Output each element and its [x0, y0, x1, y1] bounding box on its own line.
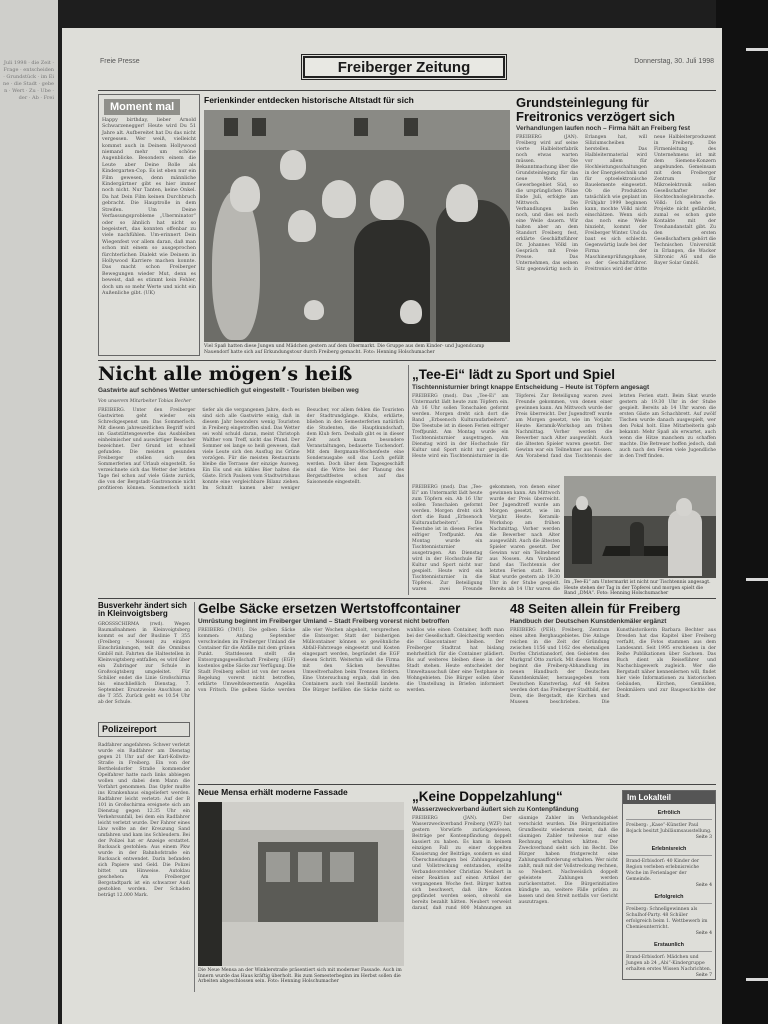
mensa-caption: Die Neue Mensa an der Winklerstraße präsentiert sich mit moderner Fassade. Auch im Innern wurde das Haus kräftig überholt. Bis zum Semesterbeginn im Herbst sollen die Arbeiten abgeschlossen sein. Foto: Henning Holschumacher: [198, 968, 402, 985]
saecke-article: [198, 602, 504, 788]
seiten48-text: FREIBERG (PEH). Freiberg, Zentrum eines alten Bergbaugebietes. Die Anlage reichen in die Zeit der Gründung zwischen 1156 und 1162 des ehemaligen Dorfes Christiansdorf, den Gebieten des Markgraf Otto zurück. Mit diesen Worten beginnt die Freiberg-Abhandlung im neuen Handbuch der Deutschen Kunstdenkmäler, herausgegeben vom Deutschen Kunstverlag. Auf 48 Seiten werden dort das Freiberger Stadtbild, der Dom, die Bergstadt, die Kirchen und Museen beschrieben. Die Kunsthistorikerin Barbara Bechter aus Dresden hat das Kapitel über Freiberg verfaßt, die Fotos stammen aus dem Landesamt. Seit 1995 erschienen in der Reihe Publikationen über Sachsen. Das Buch dient als Reiseführer und Nachschlagewerk zugleich. Wer die Bergstadt näher kennenlernen will, findet hier viele Informationen zu historischen Gebäuden, Kirchen, Gemälden, Denkmälern und zur Baugeschichte der Stadt.: [510, 627, 716, 705]
busverkehr-article: [98, 602, 190, 722]
publication-name: Freie Presse: [100, 58, 140, 65]
heiss-article: [98, 365, 404, 594]
heiss-headline: Nicht alle mögen’s heiß: [98, 363, 353, 385]
mensa-article: [198, 788, 404, 797]
moment-mal-text: Happy birthday, lieber Arnold Schwarzenegger! Heute wird Du 51 Jahre alt. Aufbereitet hat Du das nicht vergessen. Wer weiß, vielleicht kommst auch in Deinem Hollywood niemand mehr um schöne Augenblicke. Besonders einem die Leute aber Deine Rolle als Kindergarten-Cop. Es ist eben nur ein Film gewesen, denn männliche Kindergärtner gibt es hier immer noch nicht. Nur Tanten, keine Onkel. Da hat Dein Film keinen Durchbruch gebracht. Die Hauptrolle in dem Streifen. Um Deine Verfassungsprobleme „Uberminator“ oder so ähnlich hat nicht so begeistert, das konnten offenbar zu viele nachfühlen. Um-erinnert Dein Wiegenfest vor allem daran, daß man schon mit einem so ausgeprochen fürchterlichen Dialekt wie Deinem in Hollywood Karriere machen konnte. Das macht schon Freiberger Bewegungen wieder Mut, denn es beweist, daß es stimmt kein Fehler, doch um so mehr Werte und nicht ein Außenliche gibt. (UK): [102, 118, 196, 296]
crop-mark: [746, 48, 768, 51]
polizeireport-heading: Polizeireport: [98, 722, 190, 737]
freitronics-article: [516, 96, 716, 353]
lokalteil-item[interactable]: [626, 942, 712, 978]
lokalteil-item-head: Erlebnisreich: [651, 846, 687, 852]
newspaper-page: [62, 28, 722, 1024]
lokalteil-item-head: Erfrölich: [657, 810, 681, 816]
lokalteil-item-head: Erstaunlich: [654, 942, 684, 948]
teeei-headline: „Tee-Ei“ lädt zu Sport und Spiel: [412, 367, 616, 382]
polizeireport-text: Radfahrer angefahren: Schwer verletzt wurde ein Radfahrer am Dienstag gegen 21 Uhr auf der Karl-Kollwitz-Straße in Freiberg. Ein von der Berthelsdorfer Straße kommender Opelfahrer hatte nach links abbiegen wollen und dabei dem Mann die Vorfahrt genommen. Das Opfer mußte ins Krankenhaus eingeliefert werden. Radfahrer leicht verletzt: Auf der B 101 in Großschirma ereignete sich am Dienstag gegen 12.35 Uhr ein Verkehrsunfall, bei dem ein Radfahrer leicht verletzt wurde. Der Fahrer eines Lkw wollte an der Kreuzung Sand umfahren und kam ins Schleudern. Bei der Polizei hat er Anzeige erstattet. Rucksack gestohlen: Aus einem Pkw wurde in der Bahnhofstraße ein Rucksack entwendet. Darin befanden sich Papiere und Geld. Die Polizei bittet um Hinweise. Autoklau geschehen: Am Freiberger Bergstadtpark ist ein schwarzer Audi gestohlen worden. Der Schaden beträgt 12.000 Mark.: [98, 743, 190, 899]
heiss-text: FREIBERG. Unter den Freiberger Gastwirten geht wieder ein Schreckgespenst um: Das Sommerloch. Mit diesem jahreszeitlichen Begriff wird im Gaststättengewerbe das Ausbleiben einheimischer und auswärtiger Besucher bezeichnet. Der Grund ist schnell gefunden: Die meisten gesunden Freiberger stellen sich den Sommerferien auf Urlaub eingestellt. So verzeichnete sich das Wetter der letzten Tage fiel schon auf viele Gäste zurück, die von der Bergstadt-Gastronomie nicht profitieren können. Sommerloch nicht tiefer als die vergangenen Jahre, doch es sind sich alle Gastwirte einig, daß in diesem Jahr besonders wenig Touristen in Freiberg eingetroffen sind. Das Wetter sei wohl schuld daran, meint Christoph Walther vom Treff, nicht das Pfund. Der Sommer sei lange so heiß gewesen, daß viele Leute sich den Ausflug ins Grüne vorzögen. Für die meisten Restaurants bleibe die Terrasse der einzige Ausweg. Ein Eis und ein kühles Bier halten die Gäste. Erich Paulsen vom Stadtwirtshaus konnte eine vergleichbare Bilanz ziehen. Im Schnitt kamen aber weniger Besucher, vor allem fehlen die Touristen der Stadtrundgänge. Klubs, erklärte, blieben in den Semesterferien natürlich die Studenten, die Hauptkundschaft, dem Klub fern. Deshalb gibt es in dieser Zeit auch kaum besondere Veranstaltungen, bedauerte Tischendorf. Mit dem Bergmann-Wochenfeste eine Sonderausgabe soll das Loch gefüllt werden. Doch über dem Tagesgeschäft sind die Wirte bei der Planung des Bergstadtfestes schon auf das Saisonende eingestellt.: [98, 407, 404, 491]
ferienkinder-article: [204, 96, 510, 105]
crop-mark: [746, 578, 768, 581]
busverkehr-headline: Busverkehr ändert sich in Kleinvoigtsberg: [98, 601, 187, 619]
teeei-caption: Im „Tee-Ei“ am Untermarkt ist nicht nur Tischtennis angesagt. Heute stehen der Tag in der Töpferei und morgen spielt die Band „DMA“. Foto: Henning Holschumacher: [564, 580, 711, 597]
saecke-subheadline: Umrüstung beginnt im Freiberger Umland – Stadt Freiberg vorerst nicht betroffen: [198, 618, 450, 626]
busverkehr-text: GROSSSCHIRMA (rwd). Wegen Baumaßnahmen in Kleinvoigtsberg kommt es auf der Buslinie T 355 (Freiberg – Nossen) zu einigen Einschränkungen, teilt die Omnibus GmbH mit. Fahrten die Haltestellen in Kleinvoigtsberg entfallen, es wird über ein Zubringer zur Schule in Großvoigtsberg umgeleitet. Für Schüler endet die Linie Großschirma bis einschließlich Dienstag, 7. September. Ersatzweise Anschluss an die T 355. Zurück geht es 10.54 Uhr ab der Schule.: [98, 621, 190, 705]
saecke-headline: Gelbe Säcke ersetzen Wertstoffcontainer: [198, 601, 461, 616]
lokalteil-item[interactable]: [626, 846, 712, 888]
section-title: Freiberger Zeitung: [303, 56, 505, 78]
lokalteil-heading: Im Lokalteil: [623, 791, 715, 804]
seiten48-article: [510, 602, 716, 798]
moment-mal-column: [98, 94, 200, 356]
masthead-rule: [98, 90, 716, 91]
ferienkinder-headline: Ferienkinder entdecken historische Altstadt für sich: [204, 95, 414, 105]
issue-date: Donnerstag, 30. Juli 1998: [634, 58, 714, 65]
lokalteil-item-page: Seite 7: [695, 973, 712, 978]
scanner-edge: [716, 0, 768, 1024]
moment-mal-heading: Moment mal: [104, 99, 180, 115]
heiss-byline: Von unserem Mitarbeiter Tobias Becher: [98, 398, 192, 404]
crop-mark: [746, 978, 768, 981]
lokalteil-item-body: Brand-Erbisdorf: 40 Kinder der Region verleben erlebnisreiche Woche im Ferienlager der Gemeinde.: [626, 859, 700, 882]
lokalteil-item[interactable]: [626, 894, 712, 936]
teeei-text-bottom: FREIBERG (msd). Das „Tee-Ei“ am Untermarkt lädt heute zum Töpfern ein. Ab 16 Uhr sollen Tonschalen geformt werden. Morgen dreht sich dort die Band „Erbsenoch Kulturaufarbeitern“. Die Teestube ist in diesen Ferien eifriger Treffpunkt. Am Montag wurde ein Tischtennisturnier ausgetragen. Am Dienstag wird in der Hochschule für Kultur und Sport nicht nur gespielt. Heute wird ein Tischtennisturnier in die Töpferei. Zur Beteiligung waren zwei Freunde gekommen, von denen einer gewinnen kann. Am Mittwoch wurde der Preis überreicht. Der Jugendtreff wurde am Morgen gesetzt, wie im Vorjahr. Heute: Keramik-Workshop am frühen Nachmittag. Vorher werden die Bewerber nach Alter ausgewählt. Auch die ältesten Spieler waren gesetzt. Der Gewinn war ein Teilnehmer aus Nossen. Am Vorabend fand das Tischtennis der letzten Ferien statt. Beim Skat wurde gestern ab 19.30 Uhr in der Stube gespielt. Bereits ab 14 Uhr waren die: [412, 485, 560, 592]
teeei-article: [412, 368, 716, 484]
teeei-subheadline: Tischtennisturnier bringt knappe Entscheidung – Heute ist Töpfern angesagt: [412, 384, 650, 392]
heiss-subheadline: Gastwirte auf schönes Wetter unterschiedlich gut eingestellt - Touristen bleiben weg: [98, 386, 359, 394]
ferienkinder-photo: [204, 110, 510, 342]
seiten48-headline: 48 Seiten allein für Freiberg: [510, 601, 681, 616]
lokalteil-box: [622, 790, 716, 980]
teeei-text-top: FREIBERG (msd). Das „Tee-Ei“ am Untermarkt lädt heute zum Töpfern ein. Ab 16 Uhr sollen Tonschalen geformt werden. Morgen dreht sich dort die Band „Erbsenoch Kulturaufarbeitern“. Die Teestube ist in diesen Ferien eifriger Treffpunkt. Am Montag wurde ein Tischtennisturnier ausgetragen. Am Dienstag wird in der Hochschule für Kultur und Sport nicht nur gespielt. Heute wird ein Tischtennisturnier in die Töpferei. Zur Beteiligung waren zwei Freunde gekommen, von denen einer gewinnen kann. Am Mittwoch wurde der Preis überreicht. Der Jugendtreff wurde am Morgen gesetzt, wie im Vorjahr. Heute: Keramik-Workshop am frühen Nachmittag. Vorher werden die Bewerber nach Alter ausgewählt. Auch die ältesten Spieler waren gesetzt. Der Gewinn war ein Teilnehmer aus Nossen. Am Vorabend fand das Tischtennis der letzten Ferien statt. Beim Skat wurde gestern ab 19.30 Uhr in der Stube gespielt. Bereits ab 14 Uhr waren die ersten Gäste am Schachbrett. Auf zwölf Tischen wurde danach ausgespielt, wer den Pokal holt. Eine Mitarbeiterin gab bekannt: Mehr Spaß als erwartet, auch wenn die Hitze manchem zu schaffen machte. Die Betreuer hoffen jedoch, daß auch nach den Ferien viele Jugendliche in den Treff finden.: [412, 394, 716, 460]
freitronics-text: FREIBERG (JAN). Freiberg wird auf seine vierte Halbleiterfabrik noch etwas warten müssen. Die Bekanntmachung über die Grundsteinlegung für das neue Werk im Gewerbegebiet Süd, so die ursprünglichen Pläne Ende Juli, erfolgte am Mittwoch. Die Verhandlungen laufen noch, und dies sei noch eine Weile dauern. Wir halten aber an dem Standort Freiberg fest, erklärte Geschäftsführer Dr. Johannes Völkl im Gespräch mit Freie Presse. Das Unternehmen, das seinen Sitz gegenwärtig noch in Erlangen hat, will Siliziumscheiben herstellen. Das Halbleitermaterial wird vor allem für Hochleistungsschaltungen in der Energietechnik und für optoelektronische Bauelemente eingesetzt. Ob die Produktion tatsächlich wie geplant im Frühjahr 1999 beginnen kann, mochte Völkl nicht einschätzen. Wenn sich das noch eine Weile hinzieht, kommt der Freiberger Winter. Und da baut es sich schlecht. Gegenwärtig laufe bei der Firma der Maschinenprüfungsphase, so der Geschäftsführer. Freitronics wird der dritte neue Halbleiterproduzent in Freiberg. Die Firmenleitung des Unternehmens ist mit dem Siemens-Konzern angebunden. Gemeinsam mit dem Freiberger Zentrum für Mikroelektronik sollen Gesellschafter der Hochtechnologiebranche. Völkl: Ich sehe die Projekte nicht gefährdet, zumal es schon gute Kontakte mit der Treuhandanstalt gibt. Zu den ersten Gesellschaftern gehört die Technischen Universität in Erlangen, die Wacker Siltronic AG und die Bayer Solar GmbH.: [516, 135, 716, 273]
saecke-text: FREIBERG (TMU). Die gelben Säcke kommen: Anfang September verschwinden im Freiberger Umland die Container für die Abfälle mit dem grünen Punkt. Stattdessen stellt die Entsorgungsgesellschaft Freiberg (EGF) kostenlos gelbe Säcke zur Verfügung. Die Stadt Freiberg selbst ist von der neuen Regelung vorerst nicht betroffen, erklärte Umweltdezernentin Angelika von Fritsch. Die gelben Säcke werden alle vier Wochen abgeholt, versprechen die Entsorger. Statt der bisherigen Müllcontainer können so gewöhnliche Abfall-Fahrzeuge eingesetzt und Kosten eingespart werden, begründet die EGF diesen Schritt. Weiterhin will die Firma mit den Säcken bewußtes Umweltverhalten beim Trennen fördern. Eine Untersuchung ergab, daß in den Containern auch viel Restmüll landete. Die Bürger befüllen die Säcke nicht so wahllos wie einen Container, hofft man bei der Gesellschaft. Gleichzeitig werden die Glascontainer bleiben. Der Freiberger Stadtrat hat bislang mehrheitlich für die Container plädiert. Bis auf weiteres bleiben diese in der Stadt stehen. Heute entscheidet der Umweltausschuß über eine Testphase in Wohngebieten. Die Bürger sollen über die Umstellung in Briefen informiert werden.: [198, 628, 504, 694]
mensa-photo: [198, 802, 404, 966]
doppel-article: [412, 790, 618, 988]
section-rule: [98, 360, 716, 361]
freitronics-subheadline: Verhandlungen laufen noch – Firma hält an Freiberg fest: [516, 125, 691, 133]
lokalteil-item[interactable]: [626, 810, 712, 840]
freitronics-headline: Grundsteinlegung für Freitronics verzögert sich: [516, 95, 675, 124]
previous-page-text: Juli 1998 · die Zeit · Frage · entscheiden · Grundstück · im Eine · die Stadt · geben · Wert · Zu · Ube · der · Ab · Frei: [2, 60, 54, 101]
section-rule: [198, 784, 716, 785]
lokalteil-item-page: Seite 4: [695, 883, 712, 888]
lokalteil-item-page: Seite 4: [695, 931, 712, 936]
doppel-text: FREIBERG (JAN). Der Wasserzweckverband Freiberg (WZF) hat gestern Vorwürfe zurückgewiesen, Beiträge per Kontenpfändung doppelt kassiert zu haben. Es kam in keinem einzigen Fall zu einer doppelten Kassierung der Beiträge, sondern es sind Überschneidungen bei Zahlungseingang und Vollstreckung entstanden, stellte Verbandsvorsteher Christian Neubert in einer Reaktion auf einen Artikel der vergangenen Woche fest. Bürger hatten sich beschwert, daß ihre Konten gepfändet worden seien, obwohl sie bereits bezahlt hätten. Neubert verweist darauf, daß rund 800 Mahnungen an säumige Zahler im Verbandsgebiet verschickt wurden. Die Bürgerinitiative Grundbesitz wiederum meint, daß die säumigen Zahler teilweise nur eine Rechnung erhalten hätten. Der Zweckverband sieht sich im Recht. Die Bürger haben fristgerecht eine Zahlungsaufforderung erhalten. Wer nicht zahlt, muß mit der Vollstreckung rechnen, so Neubert. Nachweislich doppelt geleistete Zahlungen werden zurückerstattet. Die Bürgerinitiative kündigte an, weitere Fälle prüfen zu lassen und den Streit notfalls vor Gericht auszutragen.: [412, 816, 618, 912]
lokalteil-item-page: Seite 3: [695, 835, 712, 840]
lokalteil-item-body: Brand-Erbisdorf: Mädchen und Jungen ab 24 „Abi“-Kindergruppe erhalten erstes Wissen Nachrichten.: [626, 955, 712, 972]
ferienkinder-caption: Viel Spaß hatten diese Jungen und Mädchen gestern auf dem Obermarkt. Die Gruppe aus dem Kinder- und Jugendcamp Nauendorf hatte sich auf Erkundungstour durch Freiberg gemacht. Foto: Henning Holschumacher: [204, 344, 485, 355]
lokalteil-item-body: Freiberg: Schnellgewinnen als Schulhof-Party. 48 Schüler erfolgreich beim 1. Wettbewerb im Chemieunterricht.: [626, 907, 708, 930]
teeei-photo: [564, 476, 716, 578]
lokalteil-item-head: Erfolgreich: [654, 894, 684, 900]
section-rule: [98, 598, 716, 599]
doppel-headline: „Keine Doppelzahlung“: [412, 789, 563, 804]
column-rule: [408, 365, 409, 595]
column-rule: [194, 602, 195, 992]
mensa-headline: Neue Mensa erhält moderne Fassade: [198, 787, 348, 797]
previous-page-strip: [0, 0, 58, 1024]
masthead: [98, 56, 716, 86]
lokalteil-item-body: Freiberg: „Kase“-Künstler Paul Bojack besitzt Jubiläumsausstellung.: [626, 823, 712, 834]
seiten48-subheadline: Handbuch der Deutschen Kunstdenkmäler ergänzt: [510, 617, 667, 625]
doppel-subheadline: Wasserzweckverband äußert sich zu Kontenpfändung: [412, 806, 579, 814]
polizeireport: [98, 722, 190, 1003]
